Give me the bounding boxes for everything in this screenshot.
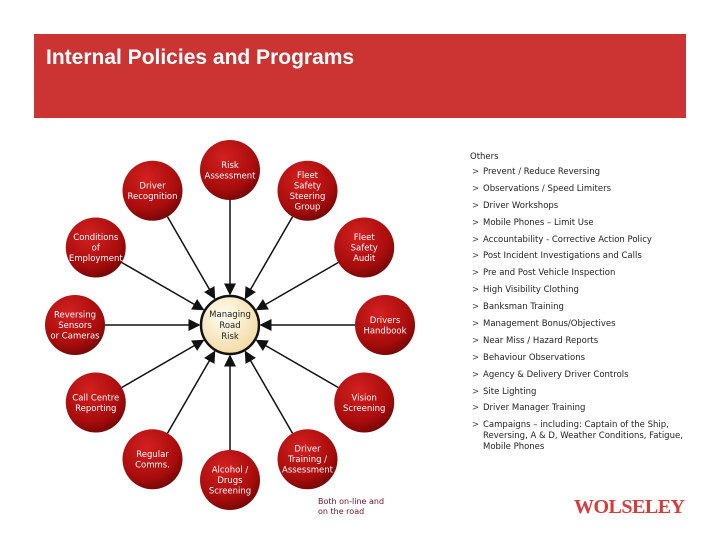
node-label: Fleet	[353, 233, 375, 243]
node-label: Risk	[221, 160, 239, 171]
others-item-label: Banksman Training	[483, 302, 564, 313]
chevron-right-icon: >	[472, 420, 480, 431]
others-item-label: Accountability - Corrective Action Policy	[483, 234, 652, 245]
others-panel	[470, 152, 693, 453]
arrow-connector	[122, 341, 203, 388]
arrow-connector	[168, 217, 215, 298]
chevron-right-icon: >	[472, 183, 480, 194]
node-label: Vision	[351, 393, 377, 404]
node-label: Handbook	[363, 326, 407, 337]
program-node	[334, 373, 394, 433]
node-label: of	[91, 243, 100, 254]
program-node	[200, 450, 260, 510]
chevron-right-icon: >	[472, 335, 480, 346]
arrow-connector	[168, 352, 215, 433]
others-list-item	[470, 336, 693, 353]
note-line: on the road	[318, 507, 365, 516]
others-item-label: Observations / Speed Limiters	[483, 183, 612, 194]
others-list-item	[470, 167, 693, 184]
others-list-item	[470, 184, 693, 201]
node-label: Fleet	[296, 171, 319, 182]
program-node	[123, 429, 183, 489]
node-label: Reversing	[53, 310, 97, 321]
others-list-item	[470, 201, 693, 218]
others-list-item	[470, 319, 693, 336]
node-label: Safety	[293, 181, 322, 192]
program-node	[66, 373, 126, 433]
node-label: Drivers	[369, 315, 401, 326]
chevron-right-icon: >	[472, 403, 480, 414]
others-item-label: Agency & Delivery Driver Controls	[483, 369, 629, 380]
program-node	[45, 295, 105, 355]
others-title: Others	[470, 152, 499, 162]
wolseley-logo: WOLSELEY	[574, 496, 685, 518]
others-list-item	[470, 353, 693, 370]
node-label: Employment	[68, 254, 123, 264]
node-label: Alcohol /	[211, 465, 249, 476]
others-list-item	[470, 403, 693, 420]
arrow-connector	[122, 263, 203, 310]
others-item-label: Behaviour Observations	[483, 352, 586, 363]
node-label: Assessment	[282, 465, 333, 476]
note-line: Both on-line and	[318, 497, 385, 506]
chevron-right-icon: >	[472, 251, 480, 262]
others-list-item	[470, 251, 693, 268]
program-node	[278, 429, 338, 489]
program-node	[334, 218, 394, 278]
others-item-label: Post Incident Investigations and Calls	[483, 251, 642, 262]
node-label: or Cameras	[50, 331, 100, 342]
node-label: Steering	[289, 192, 326, 203]
chevron-right-icon: >	[472, 302, 480, 313]
arrow-connector	[257, 263, 338, 310]
center-label: Managing	[209, 310, 251, 320]
others-item-label: Pre and Post Vehicle Inspection	[483, 268, 616, 279]
chevron-right-icon: >	[472, 285, 480, 296]
program-node	[355, 295, 415, 355]
node-label: Audit	[353, 254, 376, 264]
others-list	[470, 167, 693, 453]
node-label: Sensors	[58, 321, 92, 331]
others-item-label: High Visibility Clothing	[483, 285, 579, 296]
node-label: Group	[294, 202, 321, 213]
online-road-note	[318, 497, 384, 517]
chevron-right-icon: >	[472, 386, 480, 397]
node-label: Driver	[139, 181, 166, 192]
chevron-right-icon: >	[472, 167, 480, 177]
others-list-item	[470, 268, 693, 285]
chevron-right-icon: >	[472, 369, 480, 380]
center-label: Road	[219, 321, 241, 331]
others-item-label: Driver Manager Training	[483, 403, 586, 414]
chevron-right-icon: >	[472, 268, 480, 279]
arrow-connector	[257, 341, 338, 388]
chevron-right-icon: >	[472, 200, 480, 211]
node-label: Recognition	[127, 192, 178, 203]
chevron-right-icon: >	[472, 234, 480, 245]
node-label: Screening	[208, 486, 252, 497]
node-label: Call Centre	[72, 393, 120, 404]
node-label: Conditions	[73, 233, 119, 243]
node-label: Training /	[287, 455, 328, 466]
others-list-item	[470, 235, 693, 252]
others-list-item	[470, 285, 693, 302]
others-list-item	[470, 420, 693, 453]
node-label: Driver	[294, 444, 321, 455]
others-item-label: Prevent / Reduce Reversing	[483, 167, 600, 177]
node-label: Screening	[343, 403, 386, 414]
program-node	[123, 161, 183, 221]
program-node	[66, 218, 126, 278]
others-list-item	[470, 387, 693, 404]
others-item-label: Near Miss / Hazard Reports	[483, 335, 599, 346]
node-label: Reporting	[75, 403, 117, 414]
program-node	[278, 161, 338, 221]
chevron-right-icon: >	[472, 352, 480, 363]
node-label: Regular	[136, 449, 169, 460]
arrow-connector	[246, 217, 293, 298]
page-title: Internal Policies and Programs	[46, 46, 355, 69]
node-label: Assessment	[204, 171, 256, 182]
others-list-item	[470, 370, 693, 387]
node-label: Safety	[350, 243, 378, 254]
others-item-label: Mobile Phones – Limit Use	[483, 217, 594, 228]
node-label: Drugs	[217, 476, 243, 486]
chevron-right-icon: >	[472, 319, 480, 330]
program-node	[200, 140, 260, 200]
others-item-label: Campaigns – including: Captain of the Ship, Reversing, A & D, Weather Conditions, Fatigue, Mobile Phones	[483, 420, 683, 453]
others-item-label: Site Lighting	[483, 386, 537, 397]
others-list-item	[470, 218, 693, 235]
center-label: Risk	[221, 332, 239, 342]
center-node-managing-road-risk	[201, 296, 259, 354]
node-label: Comms.	[135, 460, 170, 471]
arrow-connector	[246, 352, 293, 433]
others-list-item	[470, 302, 693, 319]
others-item-label: Driver Workshops	[483, 200, 559, 211]
others-item-label: Management Bonus/Objectives	[483, 319, 616, 330]
chevron-right-icon: >	[472, 217, 480, 228]
